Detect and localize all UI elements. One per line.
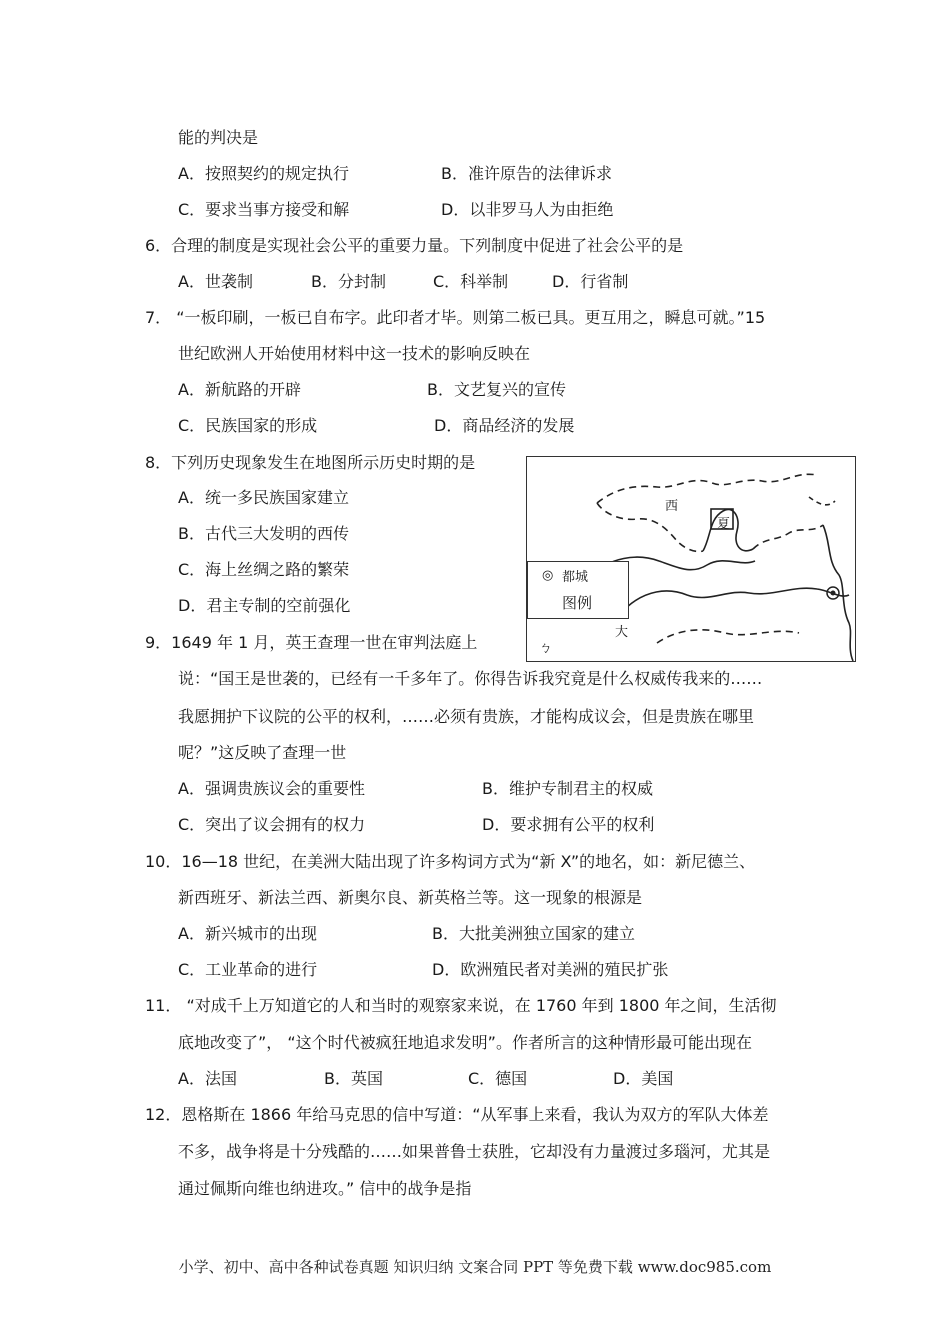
- q11-option-c: C．德国: [468, 1069, 528, 1088]
- q12-stem-line2: 不多，战争将是十分残酷的……如果普鲁士获胜，它却没有力量渡过多瑙河，尤其是: [178, 1142, 771, 1161]
- q6-option-c: C．科举制: [433, 272, 509, 291]
- q8-option-a: A．统一多民族国家建立: [178, 488, 349, 507]
- q7-stem-line1: 7． “一板印刷，一板已自布字。此印者才毕。则第二板已具。更互用之，瞬息可就。”15: [145, 308, 766, 327]
- q9-option-a: A．强调贵族议会的重要性: [178, 779, 365, 798]
- map-label-xi: 西: [665, 499, 679, 514]
- q5-stem-cont: 能的判决是: [178, 128, 259, 147]
- q12-stem-line1: 12．恩格斯在 1866 年给马克思的信中写道：“从军事上来看，我认为双方的军队大体差: [145, 1105, 769, 1124]
- capital-symbol-icon: ◎: [542, 568, 554, 583]
- q9-option-c: C．突出了议会拥有的权力: [178, 815, 366, 834]
- page-footer: 小学、初中、高中各种试卷真题 知识归纳 文案合同 PPT 等免费下载 www.doc985.com: [178, 1258, 772, 1276]
- map-label-da: 大: [615, 625, 629, 640]
- q9-stem-line3: 我愿拥护下议院的公平的权利，……必须有贵族，才能构成议会，但是贵族在哪里: [178, 707, 755, 726]
- q9-option-b: B．维护专制君主的权威: [482, 779, 653, 798]
- q10-option-d: D．欧洲殖民者对美洲的殖民扩张: [432, 960, 669, 979]
- q7-option-c: C．民族国家的形成: [178, 416, 318, 435]
- legend-title: 图例: [562, 594, 593, 612]
- q12-stem-line3: 通过佩斯向维也纳进攻。” 信中的战争是指: [178, 1179, 472, 1198]
- q9-stem-line1: 9．1649 年 1 月，英王查理一世在审判法庭上: [145, 633, 478, 652]
- q9-stem-line4: 呢？”这反映了查理一世: [178, 743, 347, 762]
- q7-stem-line2: 世纪欧洲人开始使用材料中这一技术的影响反映在: [178, 344, 531, 363]
- q10-option-c: C．工业革命的进行: [178, 960, 318, 979]
- q9-option-d: D．要求拥有公平的权利: [482, 815, 655, 834]
- q11-option-d: D．美国: [613, 1069, 674, 1088]
- q8-option-c: C．海上丝绸之路的繁荣: [178, 560, 350, 579]
- q5-option-c: C．要求当事方接受和解: [178, 200, 350, 219]
- q5-option-a: A．按照契约的规定执行: [178, 164, 349, 183]
- q11-option-b: B．英国: [324, 1069, 383, 1088]
- q10-stem-line1: 10．16—18 世纪，在美洲大陆出现了许多构词方式为“新 X”的地名，如：新尼德兰、: [145, 852, 756, 871]
- q10-option-b: B．大批美洲独立国家的建立: [432, 924, 635, 943]
- q6-option-b: B．分封制: [311, 272, 386, 291]
- map-label-xia: 夏: [717, 517, 731, 532]
- q8-stem: 8．下列历史现象发生在地图所示历史时期的是: [145, 453, 476, 472]
- q9-stem-line2: 说：“国王是世袭的，已经有一千多年了。你得告诉我究竟是什么权威传我来的……: [178, 669, 763, 688]
- q8-option-d: D．君主专制的空前强化: [178, 596, 351, 615]
- q10-stem-line2: 新西班牙、新法兰西、新奥尔良、新英格兰等。这一现象的根源是: [178, 888, 643, 907]
- map-outline-drawing: [527, 457, 856, 662]
- q10-option-a: A．新兴城市的出现: [178, 924, 317, 943]
- q5-option-d: D．以非罗马人为由拒绝: [441, 200, 614, 219]
- q7-option-a: A．新航路的开辟: [178, 380, 301, 399]
- map-legend: [527, 561, 629, 619]
- q6-option-d: D．行省制: [552, 272, 629, 291]
- q6-stem: 6．合理的制度是实现社会公平的重要力量。下列制度中促进了社会公平的是: [145, 236, 684, 255]
- q11-stem-line2: 底地改变了”， “这个时代被疯狂地追求发明”。作者所言的这种情形最可能出现在: [178, 1033, 752, 1052]
- q6-option-a: A．世袭制: [178, 272, 253, 291]
- q7-option-d: D．商品经济的发展: [434, 416, 575, 435]
- map-label-corner: ㄅ: [539, 641, 553, 656]
- q8-option-b: B．古代三大发明的西传: [178, 524, 349, 543]
- q5-option-b: B．准许原告的法律诉求: [441, 164, 612, 183]
- q11-stem-line1: 11． “对成千上万知道它的人和当时的观察家来说，在 1760 年到 1800 年之间，生活彻: [145, 996, 777, 1015]
- legend-capital-label: 都城: [562, 570, 589, 585]
- q11-option-a: A．法国: [178, 1069, 237, 1088]
- q7-option-b: B．文艺复兴的宣传: [427, 380, 566, 399]
- historical-map: [526, 456, 856, 662]
